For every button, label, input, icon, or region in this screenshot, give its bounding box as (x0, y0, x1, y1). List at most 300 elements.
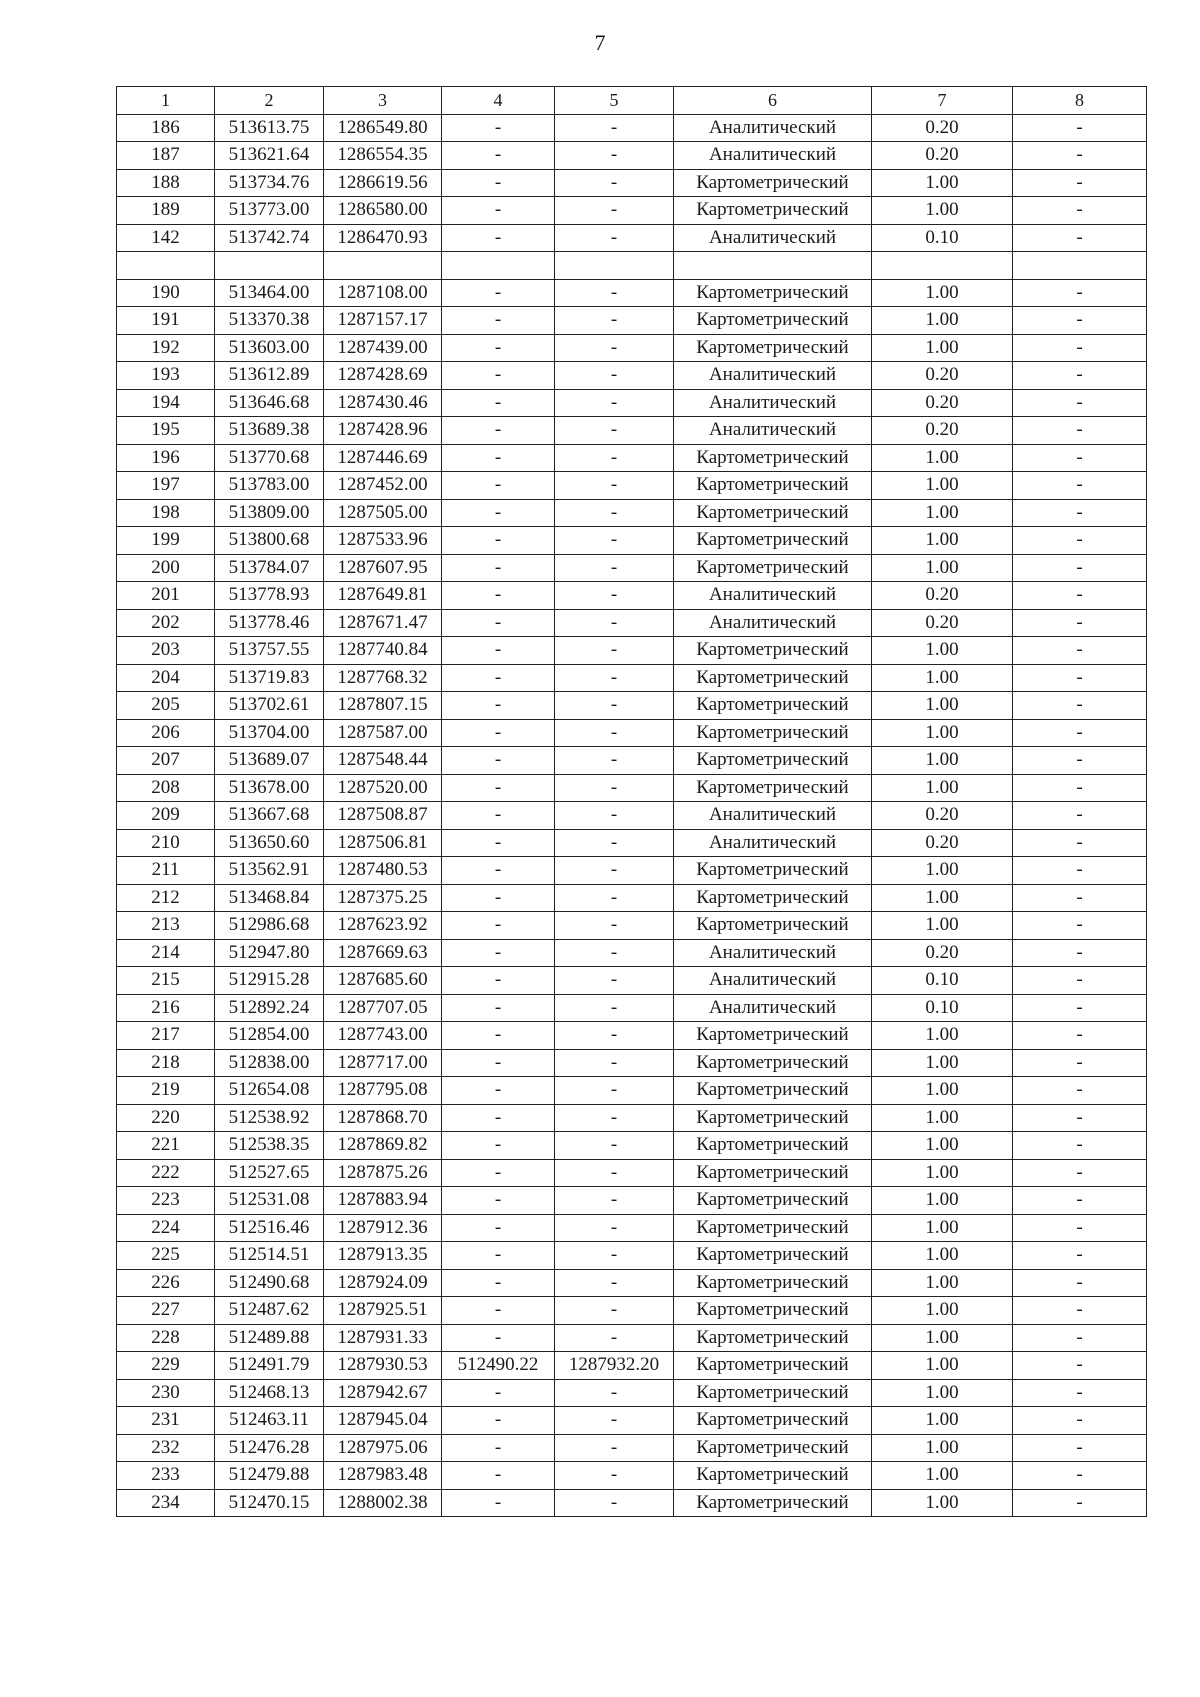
table-cell: - (555, 912, 674, 940)
table-cell: 1287506.81 (324, 829, 442, 857)
table-cell: 512487.62 (215, 1297, 324, 1325)
table-row (117, 1407, 1147, 1435)
table-cell: 214 (117, 939, 215, 967)
table-cell: 512489.88 (215, 1324, 324, 1352)
table-cell: 513613.75 (215, 114, 324, 142)
table-cell: - (555, 857, 674, 885)
table-cell: Картометрический (674, 912, 872, 940)
table-cell: 1.00 (872, 279, 1013, 307)
table-cell: 1287375.25 (324, 884, 442, 912)
table-cell: 0.20 (872, 389, 1013, 417)
table-cell: 513612.89 (215, 362, 324, 390)
table-cell: 512915.28 (215, 967, 324, 995)
table-cell: 512491.79 (215, 1352, 324, 1380)
table-cell: - (1013, 1434, 1147, 1462)
table-cell: - (555, 884, 674, 912)
table-cell: - (555, 829, 674, 857)
table-cell: Аналитический (674, 609, 872, 637)
table-row (117, 554, 1147, 582)
table-row (117, 1434, 1147, 1462)
table-cell: 513778.93 (215, 582, 324, 610)
table-row (117, 609, 1147, 637)
table-cell: 1.00 (872, 554, 1013, 582)
table-cell: - (555, 1489, 674, 1517)
table-cell: - (442, 1049, 555, 1077)
table-cell: - (442, 114, 555, 142)
table-cell: 1.00 (872, 1269, 1013, 1297)
table-cell: 190 (117, 279, 215, 307)
table-cell: 513734.76 (215, 169, 324, 197)
table-cell: - (442, 1022, 555, 1050)
table-row (117, 1242, 1147, 1270)
table-cell: 513702.61 (215, 692, 324, 720)
table-cell: - (1013, 307, 1147, 335)
table-cell: - (555, 1187, 674, 1215)
table-cell: 0.10 (872, 967, 1013, 995)
table-cell: 1.00 (872, 1434, 1013, 1462)
table-cell: - (1013, 1489, 1147, 1517)
table-cell: Аналитический (674, 582, 872, 610)
table-row (117, 912, 1147, 940)
table-cell: - (442, 1434, 555, 1462)
table-cell: 512470.15 (215, 1489, 324, 1517)
table-header (117, 87, 1147, 115)
table-cell: 512947.80 (215, 939, 324, 967)
table-cell: - (442, 939, 555, 967)
table-cell: Картометрический (674, 1077, 872, 1105)
table-cell: - (442, 1159, 555, 1187)
table-row (117, 1352, 1147, 1380)
table-cell: - (555, 279, 674, 307)
table-cell: 1287717.00 (324, 1049, 442, 1077)
table-cell: 1286554.35 (324, 142, 442, 170)
table-cell: Аналитический (674, 417, 872, 445)
table-cell: - (1013, 664, 1147, 692)
table-row (117, 1159, 1147, 1187)
table-cell: - (555, 362, 674, 390)
table-cell: 1287931.33 (324, 1324, 442, 1352)
table-cell: - (555, 1242, 674, 1270)
table-row (117, 1489, 1147, 1517)
table-cell: 213 (117, 912, 215, 940)
table-cell: 188 (117, 169, 215, 197)
table-cell: 1287671.47 (324, 609, 442, 637)
table-cell: 229 (117, 1352, 215, 1380)
table-cell: 201 (117, 582, 215, 610)
table-cell: 513704.00 (215, 719, 324, 747)
table-cell: 513783.00 (215, 472, 324, 500)
table-cell: 1287743.00 (324, 1022, 442, 1050)
table-cell: - (1013, 857, 1147, 885)
table-cell: - (1013, 884, 1147, 912)
table-cell: - (442, 1407, 555, 1435)
table-cell: Картометрический (674, 1407, 872, 1435)
table-cell: - (442, 884, 555, 912)
table-cell: 219 (117, 1077, 215, 1105)
table-cell: 216 (117, 994, 215, 1022)
table-row (117, 939, 1147, 967)
table-cell: 223 (117, 1187, 215, 1215)
table-cell (872, 252, 1013, 280)
table-cell: 1.00 (872, 527, 1013, 555)
table-cell: 221 (117, 1132, 215, 1160)
table-cell: 1287452.00 (324, 472, 442, 500)
table-cell: - (555, 417, 674, 445)
table-cell: 513464.00 (215, 279, 324, 307)
table-cell: 513770.68 (215, 444, 324, 472)
table-cell: Аналитический (674, 142, 872, 170)
table-cell: - (1013, 1379, 1147, 1407)
table-cell: 1.00 (872, 169, 1013, 197)
table-cell: 512527.65 (215, 1159, 324, 1187)
table-cell: 1.00 (872, 857, 1013, 885)
table-cell: 220 (117, 1104, 215, 1132)
table-cell: 205 (117, 692, 215, 720)
table-cell: 1.00 (872, 444, 1013, 472)
table-cell: - (442, 1297, 555, 1325)
header-cell: 1 (117, 87, 215, 115)
table-cell: 195 (117, 417, 215, 445)
table-cell: Картометрический (674, 1159, 872, 1187)
table-cell: 1.00 (872, 1132, 1013, 1160)
table-row (117, 279, 1147, 307)
table-cell: - (1013, 1324, 1147, 1352)
table-cell: - (1013, 637, 1147, 665)
table-cell: - (1013, 829, 1147, 857)
table-cell: - (1013, 719, 1147, 747)
table-cell: 1.00 (872, 747, 1013, 775)
table-cell: 1.00 (872, 1297, 1013, 1325)
table-cell: - (442, 417, 555, 445)
table-cell: - (442, 1324, 555, 1352)
table-cell: 512986.68 (215, 912, 324, 940)
table-cell: 1.00 (872, 1077, 1013, 1105)
table-cell: - (1013, 334, 1147, 362)
table-cell: 513742.74 (215, 224, 324, 252)
header-cell: 7 (872, 87, 1013, 115)
table-cell: - (1013, 747, 1147, 775)
table-row (117, 197, 1147, 225)
table-cell: 1287875.26 (324, 1159, 442, 1187)
table-cell: 513650.60 (215, 829, 324, 857)
table-cell: 513778.46 (215, 609, 324, 637)
table-cell: - (442, 664, 555, 692)
table-row (117, 1077, 1147, 1105)
table-cell: - (555, 692, 674, 720)
table-cell: 1287883.94 (324, 1187, 442, 1215)
table-cell: - (442, 444, 555, 472)
table-cell: 513678.00 (215, 774, 324, 802)
table-cell: Картометрический (674, 1379, 872, 1407)
page-number: 7 (594, 30, 606, 55)
table-cell: 1287930.53 (324, 1352, 442, 1380)
table-cell: - (1013, 197, 1147, 225)
table-cell: 197 (117, 472, 215, 500)
table-cell: Картометрический (674, 1132, 872, 1160)
table-cell: - (442, 1462, 555, 1490)
table-cell: 512516.46 (215, 1214, 324, 1242)
table-cell: - (442, 554, 555, 582)
table-cell: 513468.84 (215, 884, 324, 912)
table-row (117, 664, 1147, 692)
table-cell: - (555, 939, 674, 967)
table-cell: Картометрический (674, 719, 872, 747)
table-row (117, 1049, 1147, 1077)
table-cell: - (555, 1407, 674, 1435)
table-row (117, 1462, 1147, 1490)
table-cell: - (1013, 1242, 1147, 1270)
table-cell: 1.00 (872, 664, 1013, 692)
table-row (117, 472, 1147, 500)
table-cell: - (1013, 802, 1147, 830)
table-cell: 1287446.69 (324, 444, 442, 472)
table-cell: - (442, 499, 555, 527)
table-cell: 512654.08 (215, 1077, 324, 1105)
table-cell: 512463.11 (215, 1407, 324, 1435)
table-cell: 1287975.06 (324, 1434, 442, 1462)
header-cell: 6 (674, 87, 872, 115)
table-cell: - (555, 774, 674, 802)
table-cell: - (1013, 582, 1147, 610)
table-cell: 1286549.80 (324, 114, 442, 142)
table-cell: 512538.35 (215, 1132, 324, 1160)
table-cell: 211 (117, 857, 215, 885)
table-cell: - (442, 197, 555, 225)
table-cell: - (442, 1077, 555, 1105)
table-cell: Картометрический (674, 774, 872, 802)
table-cell (555, 252, 674, 280)
table-cell: - (555, 609, 674, 637)
header-cell: 4 (442, 87, 555, 115)
table-cell: 1.00 (872, 1407, 1013, 1435)
table-cell: - (1013, 609, 1147, 637)
table-cell: 1286580.00 (324, 197, 442, 225)
table-cell: - (1013, 169, 1147, 197)
table-row (117, 224, 1147, 252)
table-row (117, 1269, 1147, 1297)
table-cell: 230 (117, 1379, 215, 1407)
table-cell: 1287649.81 (324, 582, 442, 610)
table-cell: 1.00 (872, 1462, 1013, 1490)
table-cell: - (1013, 1049, 1147, 1077)
table-cell: 0.10 (872, 994, 1013, 1022)
table-cell: 1.00 (872, 1104, 1013, 1132)
table-cell: 1287428.96 (324, 417, 442, 445)
table-cell: 1.00 (872, 1214, 1013, 1242)
table-cell: 512468.13 (215, 1379, 324, 1407)
table-row (117, 719, 1147, 747)
table-cell: 512854.00 (215, 1022, 324, 1050)
table-cell: - (442, 1489, 555, 1517)
table-cell: Картометрический (674, 857, 872, 885)
table-cell: - (555, 1462, 674, 1490)
table-cell: 1.00 (872, 1379, 1013, 1407)
table-cell: 1.00 (872, 719, 1013, 747)
table-cell: 222 (117, 1159, 215, 1187)
table-cell: 1.00 (872, 499, 1013, 527)
table-cell: 204 (117, 664, 215, 692)
table-cell: 0.20 (872, 114, 1013, 142)
table-cell: 1287807.15 (324, 692, 442, 720)
table-cell: 232 (117, 1434, 215, 1462)
table-cell: - (1013, 499, 1147, 527)
table-cell: 225 (117, 1242, 215, 1270)
table-row (117, 252, 1147, 280)
table-cell: 513621.64 (215, 142, 324, 170)
table-cell: 217 (117, 1022, 215, 1050)
table-cell: 233 (117, 1462, 215, 1490)
header-cell: 2 (215, 87, 324, 115)
table-cell: - (1013, 1297, 1147, 1325)
table-cell: Картометрический (674, 1462, 872, 1490)
table-cell: - (1013, 967, 1147, 995)
table-cell: 215 (117, 967, 215, 995)
table-cell: - (442, 719, 555, 747)
table-cell: - (555, 197, 674, 225)
table-cell: - (555, 664, 674, 692)
table-cell: 192 (117, 334, 215, 362)
table-row (117, 829, 1147, 857)
table-row (117, 774, 1147, 802)
table-cell: Картометрический (674, 1022, 872, 1050)
table-cell: 1287869.82 (324, 1132, 442, 1160)
table-cell: - (555, 334, 674, 362)
table-cell: 1287795.08 (324, 1077, 442, 1105)
table-row (117, 1022, 1147, 1050)
table-cell: - (442, 829, 555, 857)
table-cell: 227 (117, 1297, 215, 1325)
table-cell: 1.00 (872, 912, 1013, 940)
table-cell: - (442, 857, 555, 885)
table-row (117, 169, 1147, 197)
table-cell: - (555, 637, 674, 665)
table-cell: 1287157.17 (324, 307, 442, 335)
table-cell: 187 (117, 142, 215, 170)
table-cell: - (1013, 554, 1147, 582)
table-cell: - (555, 747, 674, 775)
table-cell: 512538.92 (215, 1104, 324, 1132)
table-row (117, 582, 1147, 610)
table-cell: 512892.24 (215, 994, 324, 1022)
table-row (117, 967, 1147, 995)
table-cell: Картометрический (674, 1187, 872, 1215)
table-row (117, 142, 1147, 170)
table-cell: Аналитический (674, 967, 872, 995)
table-cell: 512514.51 (215, 1242, 324, 1270)
table-cell: Аналитический (674, 389, 872, 417)
table-cell: Картометрический (674, 1104, 872, 1132)
table-cell: 1.00 (872, 1324, 1013, 1352)
table-cell: - (1013, 939, 1147, 967)
table-cell: - (442, 279, 555, 307)
table-row (117, 362, 1147, 390)
table-cell: - (442, 527, 555, 555)
table-cell: 1287983.48 (324, 1462, 442, 1490)
table-cell: - (442, 637, 555, 665)
table-cell: - (442, 224, 555, 252)
table-body (117, 114, 1147, 1517)
table-cell: 1.00 (872, 1352, 1013, 1380)
table-cell: Картометрический (674, 1049, 872, 1077)
table-cell: 1287480.53 (324, 857, 442, 885)
table-cell (117, 252, 215, 280)
table-cell: 512531.08 (215, 1187, 324, 1215)
table-cell: - (1013, 389, 1147, 417)
table-cell: 1287505.00 (324, 499, 442, 527)
table-cell: 1288002.38 (324, 1489, 442, 1517)
table-cell: 512476.28 (215, 1434, 324, 1462)
table-cell: 186 (117, 114, 215, 142)
table-cell: 212 (117, 884, 215, 912)
table-row (117, 307, 1147, 335)
table-cell: Картометрический (674, 1269, 872, 1297)
table-cell: 1.00 (872, 197, 1013, 225)
table-cell: - (442, 802, 555, 830)
table-cell: 1287439.00 (324, 334, 442, 362)
table-cell: 1287768.32 (324, 664, 442, 692)
table-cell: 513370.38 (215, 307, 324, 335)
table-cell: - (1013, 1132, 1147, 1160)
table-row (117, 637, 1147, 665)
table-cell: Картометрический (674, 1352, 872, 1380)
table-cell: Картометрический (674, 472, 872, 500)
table-cell: 198 (117, 499, 215, 527)
table-cell: - (555, 1077, 674, 1105)
table-cell: 1287912.36 (324, 1214, 442, 1242)
table-cell: - (1013, 224, 1147, 252)
table-cell: Картометрический (674, 279, 872, 307)
table-cell: Картометрический (674, 554, 872, 582)
table-cell: - (442, 774, 555, 802)
table-cell: 1287685.60 (324, 967, 442, 995)
table-cell: - (555, 967, 674, 995)
table-cell: 202 (117, 609, 215, 637)
table-cell: 1287924.09 (324, 1269, 442, 1297)
table-cell: - (555, 499, 674, 527)
table-cell: - (442, 362, 555, 390)
table-cell: - (555, 1159, 674, 1187)
table-cell: 1.00 (872, 1187, 1013, 1215)
table-cell: 513667.68 (215, 802, 324, 830)
table-cell: 218 (117, 1049, 215, 1077)
table-cell: 1287707.05 (324, 994, 442, 1022)
table-cell: Картометрический (674, 1214, 872, 1242)
table-cell: 1287520.00 (324, 774, 442, 802)
table-cell: - (555, 1297, 674, 1325)
table-cell: Аналитический (674, 939, 872, 967)
table-cell: 513809.00 (215, 499, 324, 527)
table-cell: 1.00 (872, 334, 1013, 362)
table-cell: - (555, 582, 674, 610)
table-cell: Картометрический (674, 197, 872, 225)
table-cell: 200 (117, 554, 215, 582)
table-cell: 513562.91 (215, 857, 324, 885)
table-cell: 1.00 (872, 774, 1013, 802)
table-cell: 512490.22 (442, 1352, 555, 1380)
table-cell: 142 (117, 224, 215, 252)
table-cell: 512838.00 (215, 1049, 324, 1077)
table-cell: 1287430.46 (324, 389, 442, 417)
table-cell: - (1013, 692, 1147, 720)
table-cell: 226 (117, 1269, 215, 1297)
table-cell: Картометрический (674, 884, 872, 912)
table-cell: - (1013, 142, 1147, 170)
table-cell: 1287740.84 (324, 637, 442, 665)
table-row (117, 444, 1147, 472)
table-cell: - (555, 1324, 674, 1352)
table-cell: 1287623.92 (324, 912, 442, 940)
table-cell: - (442, 307, 555, 335)
